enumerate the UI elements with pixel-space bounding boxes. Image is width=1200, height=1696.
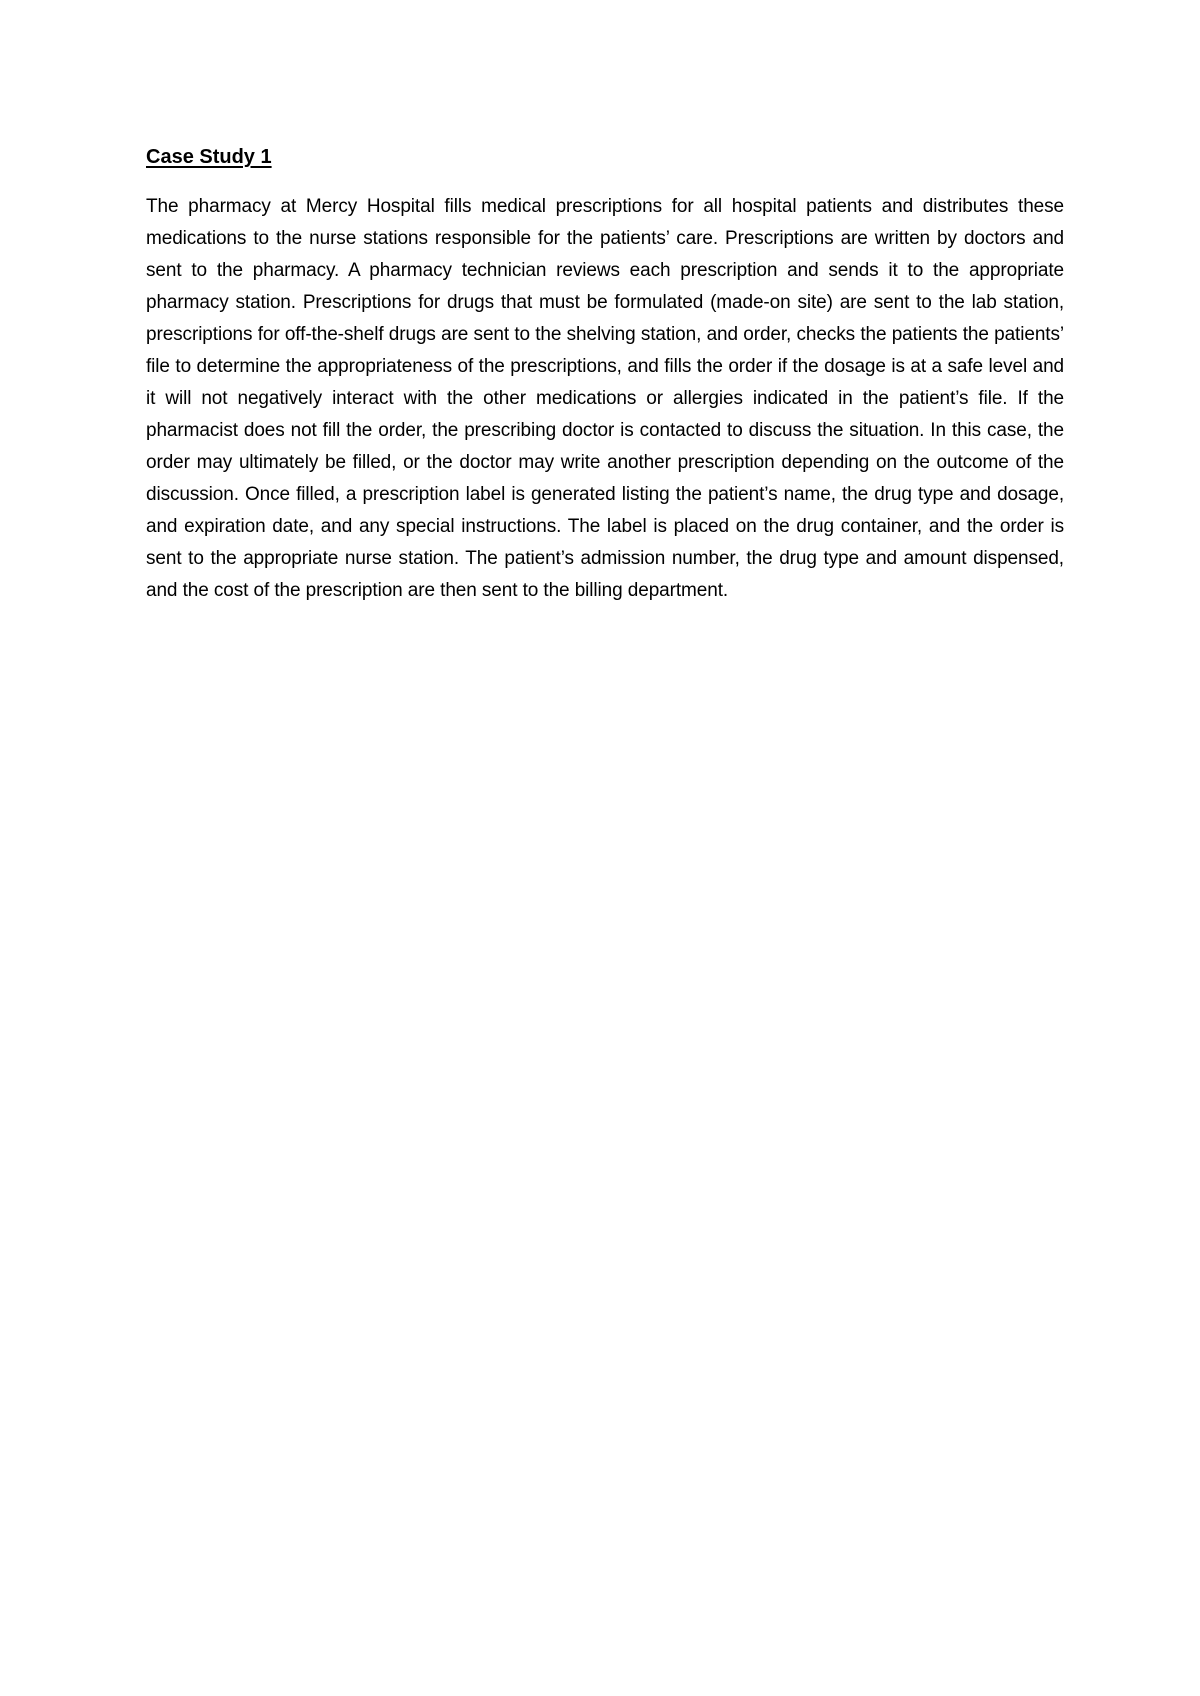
case-study-heading: Case Study 1 <box>146 146 272 168</box>
case-study-body: The pharmacy at Mercy Hospital fills medical prescriptions for all hospital patients and distributes these medications to the nurse stations responsible for the patients’ care. Prescriptions are written by doctors and sent to the pharmacy. A pharmacy technician reviews each prescription and sends it to the appropriate pharmacy station. Prescriptions for drugs that must be formulated (made-on site) are sent to the lab station, prescriptions for off-the-shelf drugs are sent to the shelving station, and order, checks the patients the patients’ file to determine the appropriateness of the prescriptions, and fills the order if the dosage is at a safe level and it will not negatively interact with the other medications or allergies indicated in the patient’s file. If the pharmacist does not fill the order, the prescribing doctor is contacted to discuss the situation. In this case, the order may ultimately be filled, or the doctor may write another prescription depending on the outcome of the discussion. Once filled, a prescription label is generated listing the patient’s name, the drug type and dosage, and expiration date, and any special instructions. The label is placed on the drug container, and the order is sent to the appropriate nurse station. The patient’s admission number, the drug type and amount dispensed, and the cost of the prescription are then sent to the billing department. <box>146 196 1064 601</box>
